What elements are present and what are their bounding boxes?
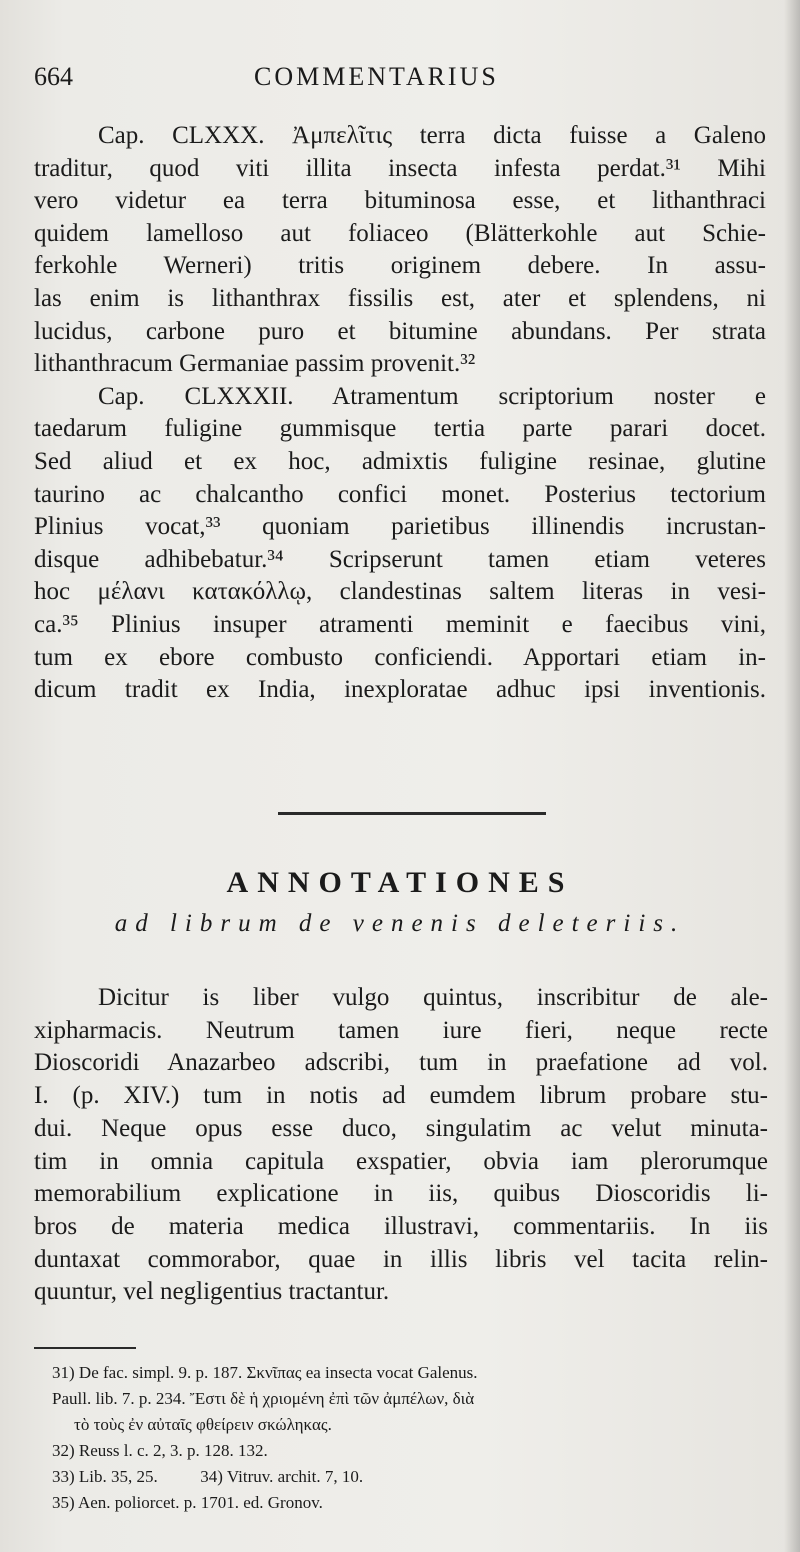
- footnote-line: 35) Aen. poliorcet. p. 1701. ed. Gronov.: [52, 1493, 323, 1512]
- text-line: quuntur, vel negligentius tractantur.: [34, 1278, 390, 1306]
- text-line: Cap. CLXXXII. Atramentum scriptorium noster e: [98, 382, 766, 410]
- text-line: memorabilium explicatione in iis, quibus Dioscoridis li-: [34, 1180, 768, 1208]
- text-line: Sed aliud et ex hoc, admixtis fuligine resinae, glutine: [34, 447, 766, 475]
- footnote-line: τὸ τοὺς ἐν αὐταῖς φθείρειν σκώληκας.: [74, 1415, 332, 1434]
- text-line: lithanthracum Germaniae passim provenit.³²: [34, 350, 476, 378]
- footnotes: [52, 1360, 772, 1516]
- text-line: las enim is lithanthrax fissilis est, ater et splendens, ni: [34, 284, 766, 312]
- footnote-line: Paull. lib. 7. p. 234. Ἔστι δὲ ἡ χριομένη ἐπὶ τῶν ἀμπέλων, διὰ: [52, 1389, 475, 1408]
- footnote-line: 32) Reuss l. c. 2, 3. p. 128. 132.: [52, 1441, 268, 1460]
- page-header: [34, 62, 774, 106]
- section-heading: ANNOTATIONES: [226, 866, 574, 899]
- footnote-rule: [34, 1347, 136, 1349]
- footnote-line: 33) Lib. 35, 25. 34) Vitruv. archit. 7, 10.: [52, 1467, 364, 1486]
- running-head: COMMENTARIUS: [254, 62, 499, 91]
- text-line: I. (p. XIV.) tum in notis ad eumdem librum probare stu-: [34, 1082, 768, 1110]
- text-line: Plinius vocat,³³ quoniam parietibus illinendis incrustan-: [34, 513, 766, 541]
- text-line: hoc μέλανι κατακόλλῳ, clandestinas saltem literas in vesi-: [34, 578, 766, 606]
- text-line: quidem lamelloso aut foliaceo (Blätterkohle aut Schie-: [34, 219, 766, 247]
- text-line: xipharmacis. Neutrum tamen iure fieri, neque recte: [34, 1016, 768, 1044]
- page-number: 664: [34, 62, 73, 91]
- section-divider: [278, 812, 546, 815]
- footnote-line: 31) De fac. simpl. 9. p. 187. Σκνῖπας ea insecta vocat Galenus.: [52, 1363, 478, 1382]
- text-line: Dioscoridi Anazarbeo adscribi, tum in praefatione ad vol.: [34, 1049, 768, 1077]
- text-line: tim in omnia capitula exspatier, obvia iam plerorumque: [34, 1147, 768, 1175]
- annotation-text: [34, 982, 768, 1309]
- text-line: duntaxat commorabor, quae in illis libris vel tacita relin-: [34, 1245, 768, 1273]
- text-line: Cap. CLXXX. Ἀμπελῖτις terra dicta fuisse a Galeno: [98, 122, 766, 149]
- text-line: lucidus, carbone puro et bitumine abundans. Per strata: [34, 317, 766, 345]
- text-line: taurino ac chalcantho confici monet. Posterius tectorium: [34, 480, 766, 508]
- text-line: traditur, quod viti illita insecta infesta perdat.³¹ Mihi: [34, 154, 766, 182]
- text-line: vero videtur ea terra bituminosa esse, et lithanthraci: [34, 187, 766, 215]
- text-line: ferkohle Werneri) tritis originem debere. In assu-: [34, 252, 766, 280]
- text-line: disque adhibebatur.³⁴ Scripserunt tamen etiam veteres: [34, 545, 766, 573]
- page-edge-shadow: [784, 0, 800, 1552]
- text-line: Dicitur is liber vulgo quintus, inscribitur de ale-: [98, 984, 768, 1011]
- text-line: taedarum fuligine gummisque tertia parte parari docet.: [34, 415, 766, 443]
- section-subheading: ad librum de venenis deleteriis.: [114, 910, 686, 937]
- text-line: ca.³⁵ Plinius insuper atramenti meminit e faecibus vini,: [34, 610, 766, 638]
- text-line: dui. Neque opus esse duco, singulatim ac velut minuta-: [34, 1114, 768, 1142]
- text-line: tum ex ebore combusto conficiendi. Apportari etiam in-: [34, 643, 766, 671]
- text-line: dicum tradit ex India, inexploratae adhuc ipsi inventionis.: [34, 676, 766, 704]
- text-line: bros de materia medica illustravi, commentariis. In iis: [34, 1212, 768, 1240]
- commentary-text: [34, 120, 766, 707]
